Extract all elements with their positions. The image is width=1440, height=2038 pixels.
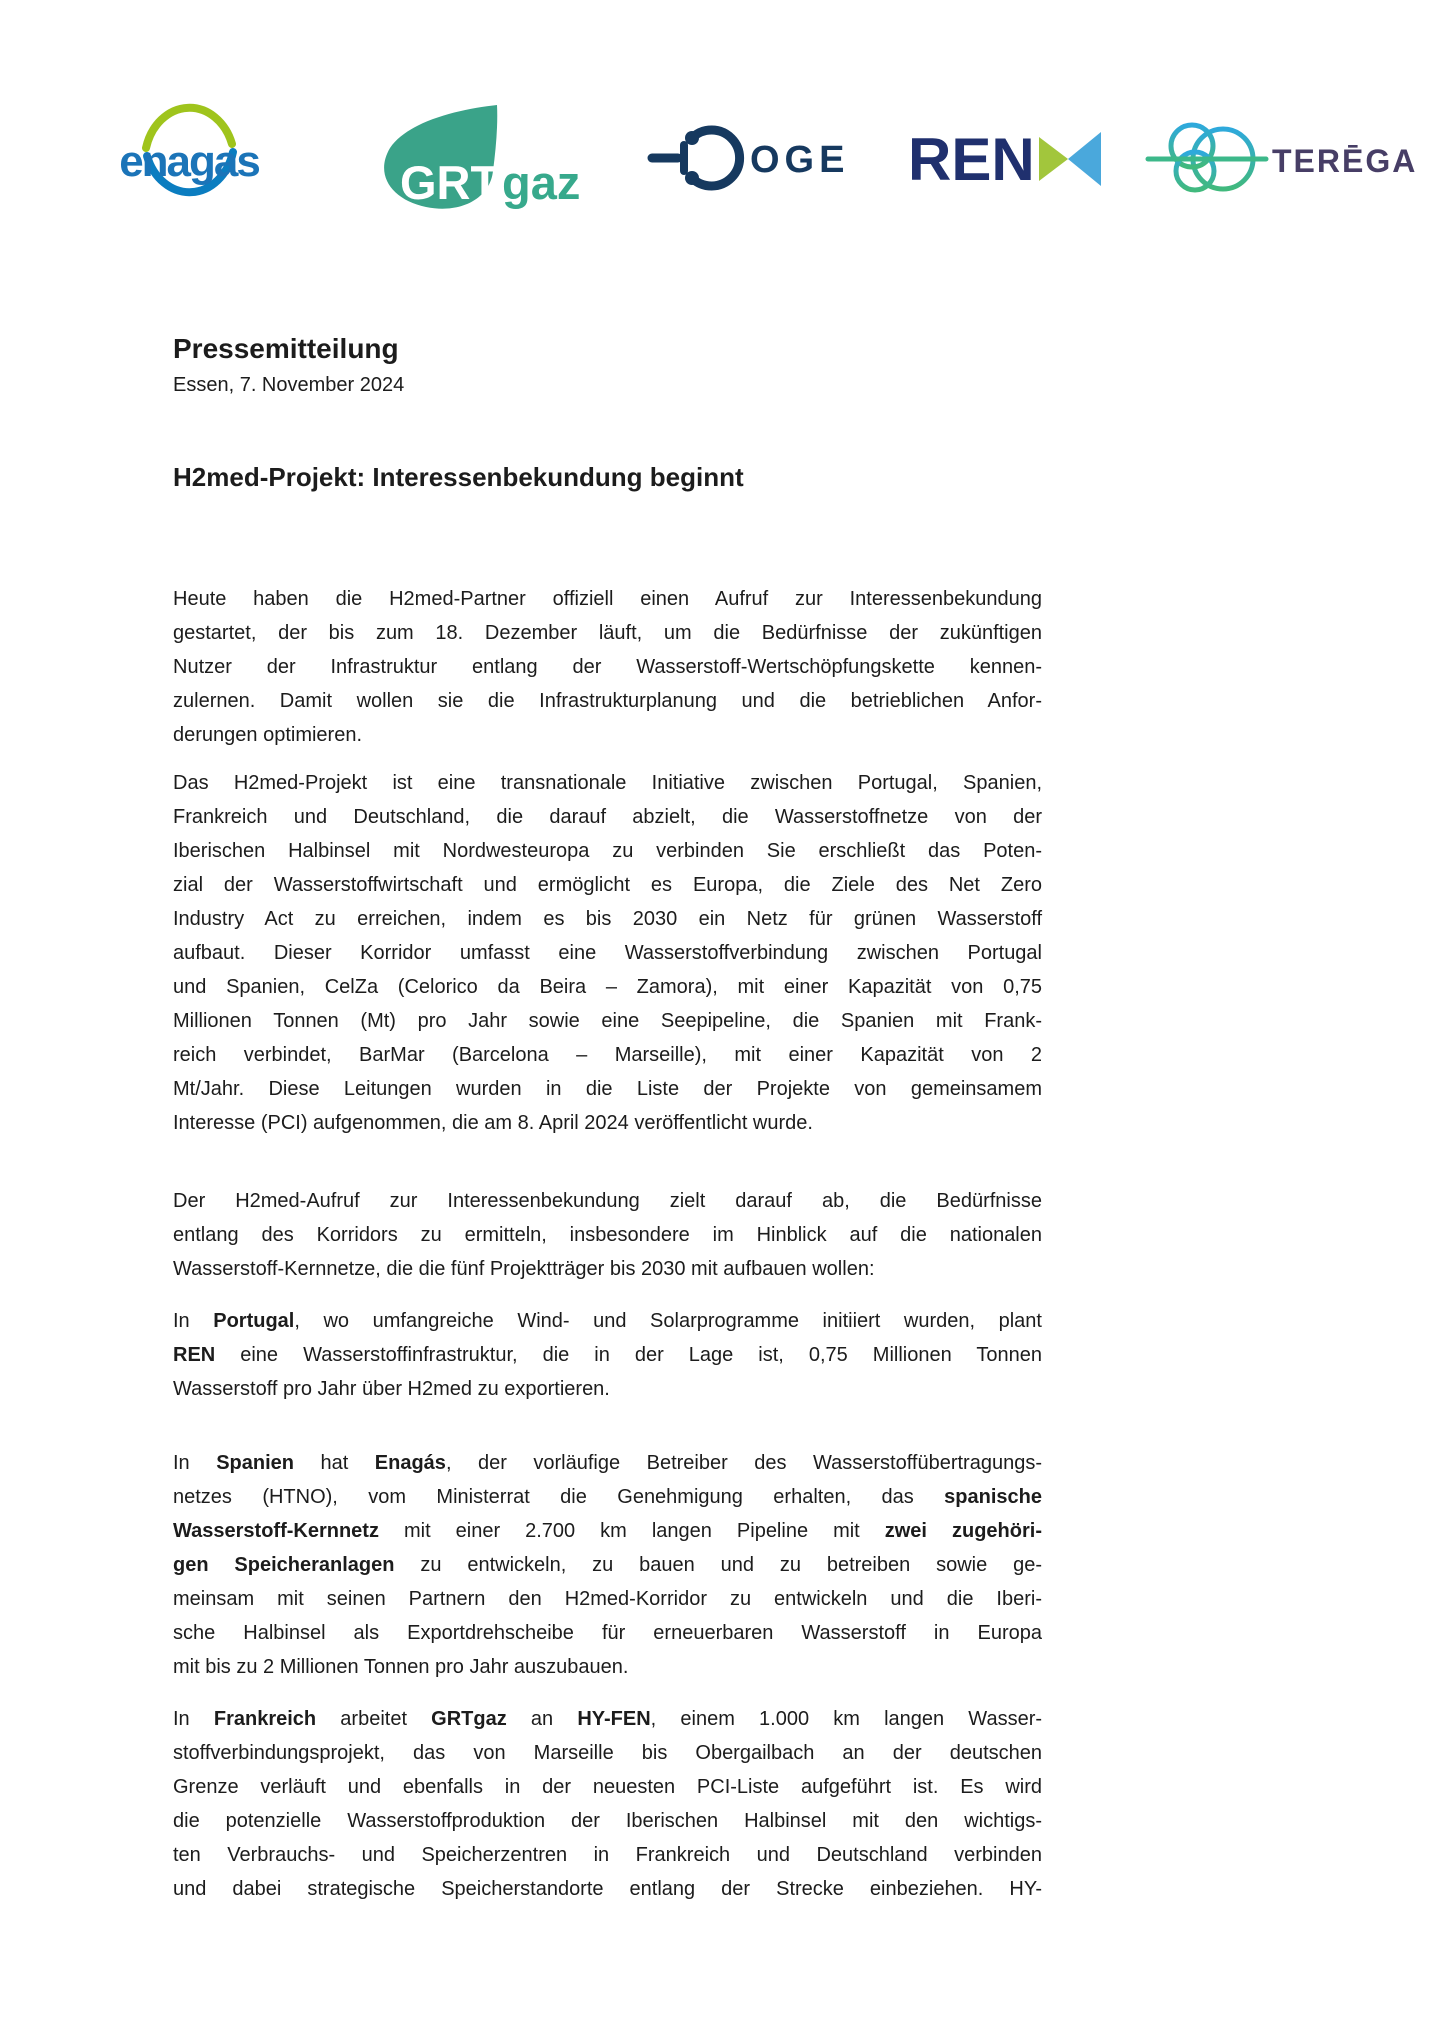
text-run: Frankreich und Deutschland, die darauf abzielt, die Wasserstoffnetze von der [173,806,1042,828]
text-run: Das H2med-Projekt ist eine transnationale Initiative zwischen Portugal, Spanien, [173,772,1042,794]
text-run: hat [293,1452,375,1474]
bold-text-run: REN [173,1344,216,1366]
text-run: reich verbindet, BarMar (Barcelona – Marseille), mit einer Kapazität von 2 [173,1044,1042,1066]
text-run: Wasserstoff pro Jahr über H2med zu exportieren. [173,1378,610,1400]
text-line [173,868,1042,902]
text-run: gestartet, der bis zum 18. Dezember läuft, um die Bedürfnisse der zukünftigen [173,622,1042,644]
text-run: meinsam mit seinen Partnern den H2med-Korridor zu entwickeln und die Iberi- [173,1588,1042,1610]
bold-text-run: Wasserstoff-Kernnetz [173,1520,379,1542]
text-run: In [173,1310,214,1332]
text-run: stoffverbindungsprojekt, das von Marseille bis Obergailbach an der deutschen [173,1742,1042,1764]
text-line [173,1838,1042,1872]
text-line [173,902,1042,936]
text-line [173,1446,1042,1480]
text-line [173,1702,1042,1736]
oge-logo [650,120,850,198]
text-run: eine Wasserstoffinfrastruktur, die in der Lage ist, 0,75 Millionen Tonnen [215,1344,1042,1366]
logo-row [0,0,1440,225]
enagas-logo-icon [119,104,288,219]
document-body [173,225,1042,1906]
text-run: Iberischen Halbinsel mit Nordwesteuropa zu verbinden Sie erschließt das Poten- [173,840,1042,862]
text-run: , wo umfangreiche Wind- und Solarprogramme initiiert wurden, plant [294,1310,1042,1332]
text-line [173,1514,1042,1548]
text-line [173,1650,1042,1684]
paragraph [173,582,1042,752]
paragraph [173,1702,1042,1906]
grtgaz-wordmark-sub: gaz [502,156,581,209]
paragraph [173,766,1042,1140]
text-run: Wasserstoff-Kernnetze, die die fünf Projektträger bis 2030 mit aufbauen wollen: [173,1258,875,1280]
text-run: sche Halbinsel als Exportdrehscheibe für erneuerbaren Wasserstoff in Europa [173,1622,1042,1644]
text-run: Interesse (PCI) aufgenommen, die am 8. April 2024 veröffentlicht wurde. [173,1112,813,1134]
grtgaz-wordmark-main: GRT [400,156,500,209]
text-line [173,800,1042,834]
ren-triangle-blue-icon [1068,132,1101,186]
text-line [173,1184,1042,1218]
text-run: entlang des Korridors zu ermitteln, insbesondere im Hinblick auf die nationalen [173,1224,1042,1246]
text-run: arbeitet [316,1708,432,1730]
paragraph [173,1304,1042,1406]
text-run: mit bis zu 2 Millionen Tonnen pro Jahr auszubauen. [173,1656,629,1678]
text-run: und Spanien, CelZa (Celorico da Beira – Zamora), mit einer Kapazität von 0,75 [173,976,1042,998]
text-line [173,834,1042,868]
text-run: Millionen Tonnen (Mt) pro Jahr sowie eine Seepipeline, die Spanien mit Frank- [173,1010,1042,1032]
text-run: mit einer 2.700 km langen Pipeline mit [378,1520,885,1542]
text-line [173,1804,1042,1838]
text-line [173,1770,1042,1804]
text-run: zulernen. Damit wollen sie die Infrastrukturplanung und die betrieblichen Anfor- [173,690,1042,712]
text-run: die potenzielle Wasserstoffproduktion der Iberischen Halbinsel mit den wichtigs- [173,1810,1042,1832]
grtgaz-logo [380,100,610,218]
text-run: Mt/Jahr. Diese Leitungen wurden in die Liste der Projekte von gemeinsamem [173,1078,1042,1100]
ren-triangle-green-icon [1039,137,1068,181]
text-line [173,1106,1042,1140]
oge-logo-icon [650,120,850,198]
bold-text-run: Portugal [213,1310,295,1332]
text-run: derungen optimieren. [173,724,363,746]
text-run: zu entwickeln, zu bauen und zu betreiben sowie ge- [394,1554,1042,1576]
text-line [173,766,1042,800]
ren-wordmark: REN [908,126,1035,193]
enagas-logo [119,104,288,219]
text-line [173,1616,1042,1650]
text-line [173,936,1042,970]
text-line [173,1338,1042,1372]
text-line [173,1480,1042,1514]
text-run: und dabei strategische Speicherstandorte entlang der Strecke einbeziehen. HY- [173,1878,1042,1900]
text-line [173,1548,1042,1582]
bold-text-run: GRTgaz [431,1708,507,1730]
text-line [173,970,1042,1004]
text-line [173,1582,1042,1616]
enagas-wordmark: enagas [119,137,259,186]
text-line [173,1252,1042,1286]
text-run: zial der Wasserstoffwirtschaft und ermöglicht es Europa, die Ziele des Net Zero [173,874,1042,896]
text-line [173,1372,1042,1406]
text-run: Industry Act zu erreichen, indem es bis 2030 ein Netz für grünen Wasserstoff [173,908,1042,930]
bold-text-run: Spanien [216,1452,294,1474]
text-line [173,718,1042,752]
text-line [173,684,1042,718]
bold-text-run: spanische [944,1486,1042,1508]
document-type-label: Pressemitteilung [173,333,399,364]
text-run: In [173,1452,217,1474]
bold-text-run: gen Speicheranlagen [173,1554,395,1576]
bold-text-run: Frankreich [213,1708,317,1730]
ren-logo [908,126,1103,192]
ren-logo-icon [908,126,1103,192]
bold-text-run: zwei zugehöri- [884,1520,1042,1542]
text-line [173,1038,1042,1072]
text-run: netzes (HTNO), vom Ministerrat die Genehmigung erhalten, das [173,1486,945,1508]
terega-logo [1148,112,1418,207]
body-paragraphs [173,582,1042,1906]
text-run: aufbaut. Dieser Korridor umfasst eine Wasserstoffverbindung zwischen Portugal [173,942,1042,964]
oge-wordmark: OGE [750,139,850,181]
text-line [173,1304,1042,1338]
text-line [173,582,1042,616]
text-line [173,1072,1042,1106]
terega-logo-icon [1148,112,1418,207]
terega-wordmark: TERĒGA [1272,143,1418,179]
paragraph [173,1446,1042,1684]
text-run: , einem 1.000 km langen Wasser- [650,1708,1043,1730]
text-run: Heute haben die H2med-Partner offiziell einen Aufruf zur Interessenbekundung [173,588,1042,610]
text-run: Nutzer der Infrastruktur entlang der Wasserstoff-Wertschöpfungskette kennen- [173,656,1042,678]
text-line [173,1736,1042,1770]
text-run: an [506,1708,578,1730]
text-run: In [173,1708,214,1730]
text-line [173,650,1042,684]
oge-circuit-icon [652,130,740,186]
text-run: Grenze verläuft und ebenfalls in der neuesten PCI-Liste aufgeführt ist. Es wird [173,1776,1042,1798]
grtgaz-logo-icon [380,100,610,218]
bold-text-run: Enagás [374,1452,446,1474]
dateline: Essen, 7. November 2024 [173,374,405,396]
bold-text-run: HY-FEN [577,1708,651,1730]
text-line [173,616,1042,650]
text-line [173,1004,1042,1038]
paragraph [173,1184,1042,1286]
text-line [173,1218,1042,1252]
text-line [173,1872,1042,1906]
text-run: Der H2med-Aufruf zur Interessenbekundung zielt darauf ab, die Bedürfnisse [173,1190,1042,1212]
text-run: ten Verbrauchs- und Speicherzentren in Frankreich und Deutschland verbinden [173,1844,1042,1866]
page-title: H2med-Projekt: Interessenbekundung beginnt [173,462,744,492]
text-run: , der vorläufige Betreiber des Wasserstoffübertragungs- [445,1452,1042,1474]
